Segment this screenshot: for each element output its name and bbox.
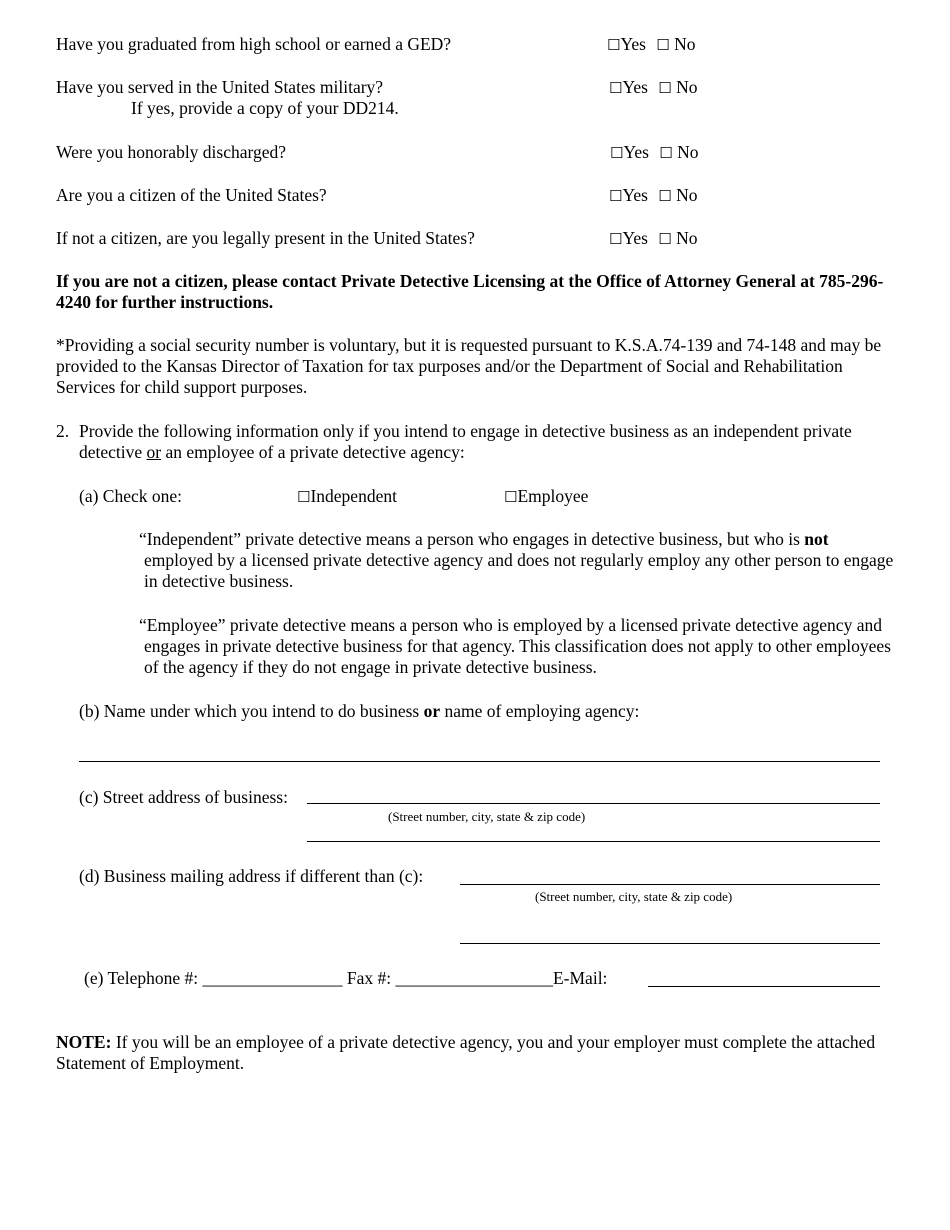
- yes-label: Yes: [623, 142, 649, 162]
- question-graduated: Have you graduated from high school or earned a GED?: [56, 34, 452, 54]
- intro-or: or: [146, 442, 162, 462]
- yes-checkbox[interactable]: ☐: [610, 144, 624, 162]
- employee-checkbox[interactable]: ☐: [504, 488, 518, 506]
- telephone-field[interactable]: (e) Telephone #: ________________: [84, 968, 343, 988]
- question-legally-present: If not a citizen, are you legally present in the United States?: [56, 228, 475, 248]
- question-citizen: Are you a citizen of the United States?: [56, 185, 327, 205]
- question-military: Have you served in the United States military?: [56, 77, 384, 97]
- no-label: No: [676, 185, 698, 205]
- citizen-notice: If you are not a citizen, please contact Private Detective Licensing at the Office of Attorney General at 785-296-4240 for further instructions.: [56, 271, 884, 312]
- no-checkbox[interactable]: ☐: [659, 144, 673, 162]
- email-line[interactable]: [648, 986, 880, 987]
- street-address-line-2[interactable]: [307, 841, 880, 842]
- yes-checkbox[interactable]: ☐: [607, 36, 621, 54]
- employee-label: Employee: [517, 486, 589, 506]
- no-label: No: [677, 142, 699, 162]
- email-label: E-Mail:: [552, 968, 608, 988]
- answer-citizen: [609, 185, 698, 207]
- answer-graduated: [607, 34, 696, 56]
- yes-label: Yes: [620, 34, 646, 54]
- mailing-address-line[interactable]: [460, 884, 880, 885]
- agency-name-line[interactable]: [79, 761, 880, 762]
- answer-discharged: [610, 142, 699, 164]
- no-checkbox[interactable]: ☐: [658, 230, 672, 248]
- ssn-notice: *Providing a social security number is voluntary, but it is requested pursuant to K.S.A.74-139 and 74-148 and may be provided to the Kansas Director of Taxation for tax purposes and/or the Department of Social and Rehabilitation Services for child support purposes.: [56, 335, 882, 397]
- option-independent[interactable]: [297, 486, 397, 508]
- no-checkbox[interactable]: ☐: [658, 187, 672, 205]
- question-military-sub: If yes, provide a copy of your DD214.: [131, 98, 399, 118]
- independent-checkbox[interactable]: ☐: [297, 488, 311, 506]
- yes-label: Yes: [622, 77, 648, 97]
- no-checkbox[interactable]: ☐: [658, 79, 672, 97]
- yes-checkbox[interactable]: ☐: [609, 79, 623, 97]
- yes-label: Yes: [622, 185, 648, 205]
- c-label: (c) Street address of business:: [79, 787, 288, 807]
- employment-note: NOTE: If you will be an employee of a private detective agency, you and your employer must complete the attached Statement of Employment.: [56, 1032, 876, 1073]
- no-label: No: [676, 77, 698, 97]
- option-employee[interactable]: [504, 486, 588, 508]
- note-label: NOTE:: [56, 1032, 112, 1052]
- answer-military: [609, 77, 698, 99]
- section-number: 2.: [56, 421, 70, 441]
- d-label: (d) Business mailing address if different than (c):: [79, 866, 424, 886]
- fax-field[interactable]: Fax #: __________________: [346, 968, 553, 988]
- yes-checkbox[interactable]: ☐: [609, 230, 623, 248]
- check-one-label: (a) Check one:: [79, 486, 183, 506]
- no-label: No: [674, 34, 696, 54]
- yes-checkbox[interactable]: ☐: [609, 187, 623, 205]
- mailing-address-line-2[interactable]: [460, 943, 880, 944]
- b-label: (b) Name under which you intend to do business or name of employing agency:: [79, 701, 640, 721]
- definition-employee: “Employee” private detective means a person who is employed by a licensed private detective agency and engages in private detective business for that agency. This classification does not apply to other employees of the agency if they do not engage in private detective business.: [139, 615, 891, 677]
- yes-label: Yes: [622, 228, 648, 248]
- no-label: No: [676, 228, 698, 248]
- street-address-line[interactable]: [307, 803, 880, 804]
- section2-intro: Provide the following information only if you intend to engage in detective business as an independent private detective or an employee of a private detective agency:: [79, 421, 852, 462]
- c-hint: (Street number, city, state & zip code): [388, 809, 586, 824]
- answer-legally-present: [609, 228, 698, 250]
- no-checkbox[interactable]: ☐: [656, 36, 670, 54]
- contact-row: [84, 968, 607, 989]
- question-discharged: Were you honorably discharged?: [56, 142, 287, 162]
- definition-independent: “Independent” private detective means a person who engages in detective business, but who is not employed by a licensed private detective agency and does not regularly employ any other person to engage in detective business.: [139, 529, 894, 591]
- d-hint: (Street number, city, state & zip code): [535, 889, 733, 904]
- independent-label: Independent: [310, 486, 397, 506]
